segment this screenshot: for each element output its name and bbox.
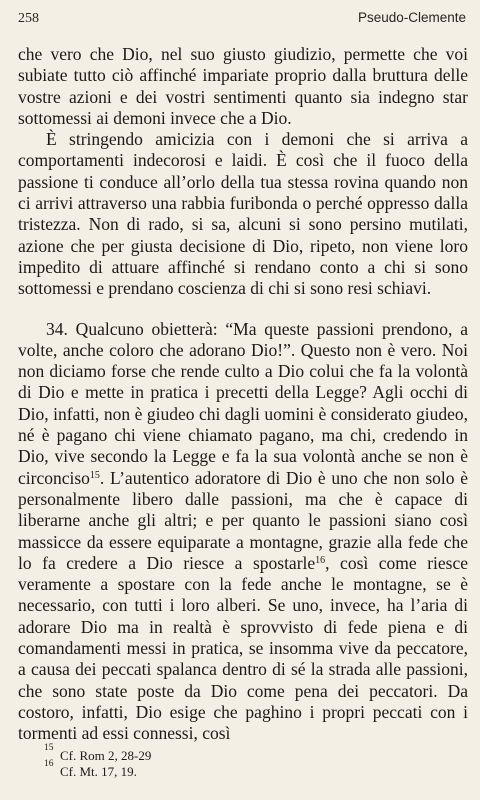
page-number: 258 xyxy=(18,11,39,26)
footnote-text: Cf. Mt. 17, 19. xyxy=(60,764,137,779)
paragraph-3-part-c: , così come riesce veramente a spostare con la fede anche le montagne, se è necessario, con tutti i loro alberi. Se uno, invece, ha l’aria di adorare Dio ma in realtà è sprovvisto di fede piena e di comandamenti messi in pratica, se insomma vive da peccatore, a causa dei peccati spalanca dentro di sé la strada alle passioni, che sono state poste da Dio come pena dei peccatori. Da costoro, infatti, Dio esige che paghino i propri peccati con i tormenti ad essi connessi, così xyxy=(18,552,468,744)
footnote xyxy=(44,759,444,780)
footnote-ref-16[interactable]: 16 xyxy=(315,554,326,566)
running-title: Pseudo-Clemente xyxy=(357,10,466,25)
footnote xyxy=(44,743,444,764)
body-text xyxy=(18,44,468,745)
paragraph-3-part-b: . L’autentico adoratore di Dio è uno che non solo è personalmente libero dalle passioni, ma che è capace di liberarne anche gli altri; e per quanto le passioni siano così massicce da essere equiparate a montagne, grazie alla fede che lo fa credere a Dio riesce a spostarle xyxy=(18,467,468,573)
paragraph-3 xyxy=(18,319,468,745)
footnote-ref-15[interactable]: 15 xyxy=(89,469,100,481)
footnotes xyxy=(44,743,444,780)
footnote-number: 15 xyxy=(44,743,54,753)
paragraph-3-part-a: 34. Qualcuno obietterà: “Ma queste passioni prendono, a volte, anche coloro che adorano Dio!”. Questo non è vero. Noi non diciamo forse che rende culto a Dio colui che fa la volontà di Dio e mette in pratica i precetti della Legge? Agli occhi di Dio, infatti, non è giudeo chi dagli uomini è considerato giudeo, né è pagano chi viene chiamato pagano, ma chi, credendo in Dio, vive secondo la Legge e fa la sua volontà anche se non è circonciso xyxy=(18,318,468,488)
footnote-number: 16 xyxy=(44,759,54,769)
paragraph-1: che vero che Dio, nel suo giusto giudizio, permette che voi subiate tutto ciò affinché impariate proprio dalla bruttura delle vostre azioni e dei vostri sentimenti quanto sia indegno star sottomessi ai demoni invece che a Dio. xyxy=(18,44,468,128)
footnote-text: Cf. Rom 2, 28-29 xyxy=(60,748,152,763)
paragraph-2: È stringendo amicizia con i demoni che si arriva a comportamenti indecorosi e laidi. È così che il fuoco della passione ti conduce all’orlo della tua stessa rovina quando non ci arrivi attraverso una rabbia furibonda o perché oppresso dalla tristezza. Non di rado, si sa, alcuni si sono persino mutilati, azione che per giusta decisione di Dio, ripeto, non viene loro impedito di attuare affinché si rendano conto a chi si sono sottomessi e prendano coscienza di chi si sono resi schiavi. xyxy=(18,129,468,299)
page-header xyxy=(18,10,466,30)
section-gap xyxy=(18,300,468,319)
